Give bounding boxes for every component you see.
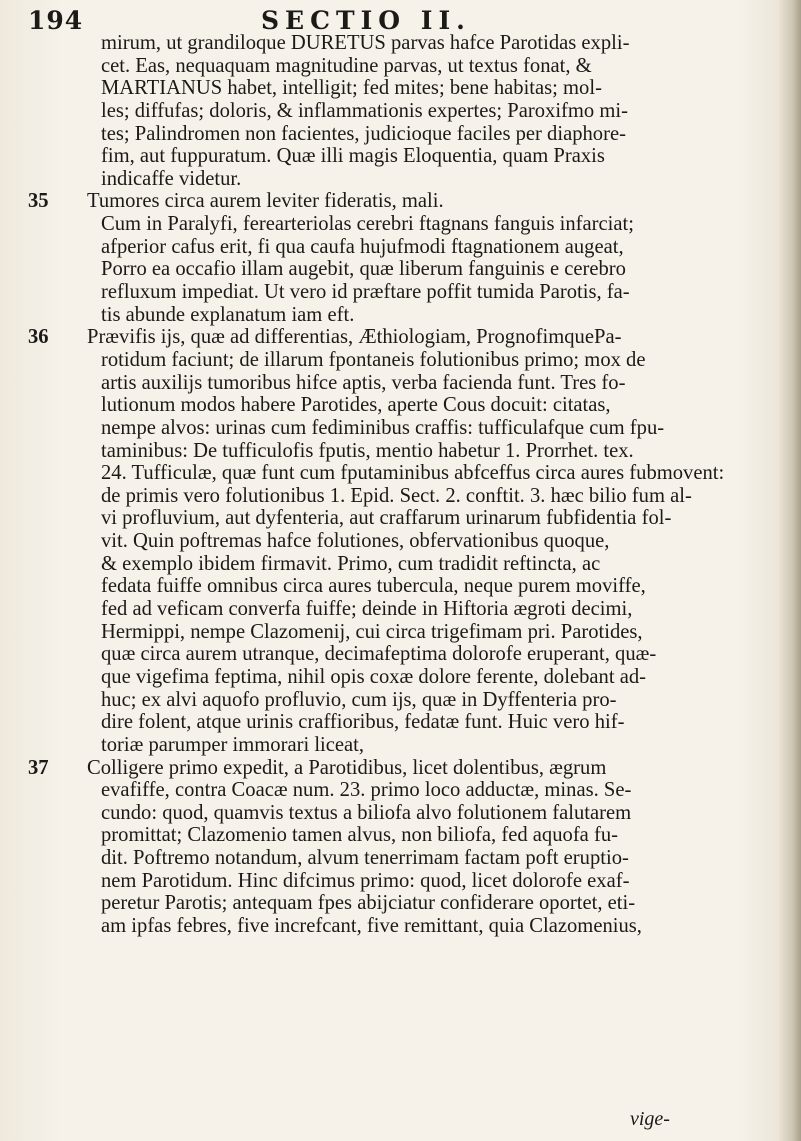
line-text: toriæ parumper immorari liceat, <box>101 733 365 756</box>
line-text: tes; Palindromen non facientes, judicioque faciles per diaphore- <box>101 122 626 145</box>
running-head: SECTIO II. <box>261 6 471 35</box>
text-line <box>28 55 788 78</box>
text-line <box>28 168 788 191</box>
line-text: indicaffe videtur. <box>101 167 242 190</box>
text-line <box>28 711 788 734</box>
paragraph-number: 35 <box>28 190 49 213</box>
line-text: Colligere primo expedit, a Parotidibus, licet dolentibus, ægrum <box>87 756 607 779</box>
text-line <box>28 213 788 236</box>
line-text: Porro ea occafio illam augebit, quæ liberum fanguinis e cerebro <box>101 258 626 281</box>
text-line <box>28 757 788 780</box>
line-text: mirum, ut grandiloque DURETUS parvas hafce Parotidas expli- <box>101 32 630 54</box>
line-text: refluxum impediat. Ut vero id præftare poffit tumida Parotis, fa- <box>101 281 630 304</box>
line-text: artis auxilijs tumoribus hifce aptis, verba facienda funt. Tres fo- <box>101 371 626 394</box>
line-text: huc; ex alvi aquofo profluvio, cum ijs, quæ in Dyffenteria pro- <box>101 688 617 711</box>
line-text: cundo: quod, quamvis textus a biliofa alvo folutionem falutarem <box>101 801 632 824</box>
text-line <box>28 734 788 757</box>
line-text: & exemplo ibidem firmavit. Primo, cum tradidit reftincta, ac <box>101 552 601 575</box>
line-text: promittat; Clazomenio tamen alvus, non biliofa, fed aquofa fu- <box>101 824 618 847</box>
text-line <box>28 258 788 281</box>
text-line <box>28 553 788 576</box>
text-line <box>28 530 788 553</box>
text-line <box>28 123 788 146</box>
text-line <box>28 372 788 395</box>
line-text: Hermippi, nempe Clazomenij, cui circa trigefimam pri. Parotides, <box>101 620 643 643</box>
text-line <box>28 485 788 508</box>
line-text: evafiffe, contra Coacæ num. 23. primo loco adductæ, minas. Se- <box>101 779 632 802</box>
text-line <box>28 575 788 598</box>
line-text: dit. Poftremo notandum, alvum tenerrimam factam poft eruptio- <box>101 847 629 870</box>
text-line <box>28 689 788 712</box>
text-line <box>28 892 788 915</box>
line-text: nem Parotidum. Hinc difcimus primo: quod, licet dolorofe exaf- <box>101 869 630 892</box>
line-text: 24. Tufficulæ, quæ funt cum fputaminibus abfceffus circa aures fubmovent: <box>101 462 725 485</box>
text-line <box>28 32 788 55</box>
text-line <box>28 236 788 259</box>
text-line <box>28 281 788 304</box>
text-line <box>28 77 788 100</box>
text-line <box>28 779 788 802</box>
line-text: les; diffufas; doloris, & inflammationis expertes; Paroxifmo mi- <box>101 99 628 122</box>
paragraph-number: 36 <box>28 326 49 349</box>
line-text: Cum in Paralyfi, ferearteriolas cerebri ftagnans fanguis infarciat; <box>101 213 634 236</box>
line-text: lutionum modos habere Parotides, aperte Cous docuit: citatas, <box>101 394 611 417</box>
line-text: Tumores circa aurem leviter fideratis, mali. <box>87 190 444 213</box>
line-text: afperior cafus erit, fi qua caufa hujufmodi ftagnationem augeat, <box>101 235 624 258</box>
text-line <box>28 643 788 666</box>
text-line <box>28 915 788 938</box>
line-text: Prævifis ijs, quæ ad differentias, Æthiologiam, PrognofimquePa- <box>87 326 622 349</box>
text-line <box>28 326 788 349</box>
line-text: peretur Parotis; antequam fpes abijciatur confiderare oportet, eti- <box>101 892 636 915</box>
text-line <box>28 462 788 485</box>
line-text: vit. Quin poftremas hafce folutiones, obfervationibus quoque, <box>101 530 610 553</box>
line-text: fim, aut fuppuratum. Quæ illi magis Eloquentia, quam Praxis <box>101 145 605 168</box>
text-line <box>28 598 788 621</box>
text-line <box>28 507 788 530</box>
line-text: cet. Eas, nequaquam magnitudine parvas, ut textus fonat, & <box>101 54 592 77</box>
text-line <box>28 349 788 372</box>
line-text: de primis vero folutionibus 1. Epid. Sect. 2. conftit. 3. hæc bilio fum al- <box>101 484 692 507</box>
text-line <box>28 824 788 847</box>
line-text: rotidum faciunt; de illarum fpontaneis folutionibus primo; mox de <box>101 348 646 371</box>
line-text: tis abunde explanatum iam eft. <box>101 303 355 326</box>
line-text: fed ad veficam converfa fuiffe; deinde in Hiftoria ægroti decimi, <box>101 598 633 621</box>
text-line <box>28 440 788 463</box>
text-line <box>28 145 788 168</box>
catchword: vige- <box>630 1108 670 1130</box>
paragraph-number: 37 <box>28 756 49 779</box>
text-line <box>28 394 788 417</box>
line-text: MARTIANUS habet, intelligit; fed mites; bene habitas; mol- <box>101 77 602 100</box>
line-text: nempe alvos: urinas cum fediminibus craffis: tufficulafque cum fpu- <box>101 416 665 439</box>
text-block <box>28 32 788 938</box>
line-text: am ipfas febres, five increfcant, five remittant, quia Clazomenius, <box>101 914 642 937</box>
line-text: taminibus: De tufficulofis fputis, mentio habetur 1. Prorrhet. tex. <box>101 439 634 462</box>
text-line <box>28 621 788 644</box>
page-number: 194 <box>28 6 84 35</box>
line-text: que vigefima feptima, nihil opis coxæ dolore ferente, dolebant ad- <box>101 665 646 688</box>
text-line <box>28 304 788 327</box>
text-line <box>28 802 788 825</box>
text-line <box>28 417 788 440</box>
line-text: dire folent, atque urinis craffioribus, fedatæ funt. Huic vero hif- <box>101 711 625 734</box>
text-line <box>28 870 788 893</box>
text-line <box>28 100 788 123</box>
line-text: quæ circa aurem utranque, decimafeptima dolorofe eruperant, quæ- <box>101 643 657 666</box>
text-line <box>28 666 788 689</box>
line-text: vi profluvium, aut dyfenteria, aut craffarum urinarum fubfidentia fol- <box>101 507 672 530</box>
text-line <box>28 190 788 213</box>
line-text: fedata fuiffe omnibus circa aures tubercula, neque purem moviffe, <box>101 575 646 598</box>
text-line <box>28 847 788 870</box>
